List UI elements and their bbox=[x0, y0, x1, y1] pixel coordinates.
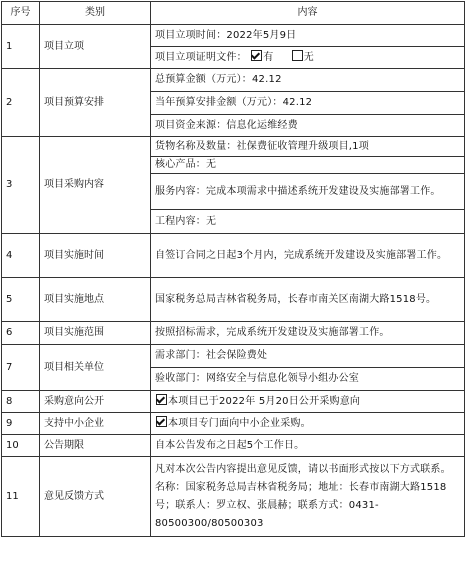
goods-name-quantity: 货物名称及数量：社保费征收管理升级项目,1项 bbox=[151, 137, 465, 157]
row-category: 意见反馈方式 bbox=[40, 457, 151, 537]
option-no-label: 无 bbox=[303, 52, 314, 63]
feedback-method: 凡对本次公告内容提出意见反馈，请以书面形式按以下方式联系。名称：国家税务总局吉林省税务局；地址：长春市南湖大路1518号；联系人：罗立权、张晨赫；联系方式：0431-80500300/80500303 bbox=[151, 457, 465, 537]
table-row bbox=[2, 137, 465, 157]
row-category: 项目立项 bbox=[40, 25, 151, 69]
row-seq: 8 bbox=[2, 391, 40, 413]
row-category: 公告期限 bbox=[40, 435, 151, 457]
row-seq: 6 bbox=[2, 322, 40, 345]
checkbox-yes[interactable] bbox=[251, 50, 262, 61]
row-seq: 4 bbox=[2, 234, 40, 278]
checkbox-no[interactable] bbox=[292, 50, 303, 61]
header-seq: 序号 bbox=[2, 2, 40, 25]
implementation-location: 国家税务总局吉林省税务局，长春市南关区南湖大路1518号。 bbox=[151, 278, 465, 322]
implementation-scope: 按照招标需求，完成系统开发建设及实施部署工作。 bbox=[151, 322, 465, 345]
approval-document-label: 项目立项证明文件： bbox=[155, 52, 247, 63]
acceptance-department: 验收部门：网络安全与信息化领导小组办公室 bbox=[151, 368, 465, 391]
annual-budget: 当年预算安排金额（万元）：42.12 bbox=[151, 92, 465, 115]
approval-document-cell bbox=[151, 47, 465, 69]
row-seq: 3 bbox=[2, 137, 40, 234]
row-category: 项目实施范围 bbox=[40, 322, 151, 345]
row-category: 项目相关单位 bbox=[40, 345, 151, 391]
table-row bbox=[2, 278, 465, 322]
row-category: 支持中小企业 bbox=[40, 413, 151, 435]
demand-department: 需求部门：社会保险费处 bbox=[151, 345, 465, 368]
header-row bbox=[2, 2, 465, 25]
procurement-intent-cell bbox=[151, 391, 465, 413]
project-approval-date: 项目立项时间：2022年5月9日 bbox=[151, 25, 465, 47]
table-row bbox=[2, 234, 465, 278]
row-seq: 9 bbox=[2, 413, 40, 435]
sme-support-text: 本项目专门面向中小企业采购。 bbox=[168, 418, 311, 429]
row-category: 项目实施时间 bbox=[40, 234, 151, 278]
announcement-period: 自本公告发布之日起5个工作日。 bbox=[151, 435, 465, 457]
table-row bbox=[2, 345, 465, 368]
project-info-table bbox=[1, 1, 465, 537]
row-seq: 7 bbox=[2, 345, 40, 391]
table-row bbox=[2, 413, 465, 435]
row-category: 采购意向公开 bbox=[40, 391, 151, 413]
procurement-intent-text: 本项目已于2022年 5月20日公开采购意向 bbox=[168, 396, 361, 407]
option-yes-label: 有 bbox=[263, 52, 274, 63]
row-seq: 11 bbox=[2, 457, 40, 537]
engineering-content: 工程内容：无 bbox=[151, 210, 465, 234]
fund-source: 项目资金来源：信息化运维经费 bbox=[151, 115, 465, 137]
table-row bbox=[2, 435, 465, 457]
table-row bbox=[2, 322, 465, 345]
service-content: 服务内容：完成本项需求中描述系统开发建设及实施部署工作。 bbox=[151, 174, 465, 210]
implementation-time: 自签订合同之日起3个月内，完成系统开发建设及实施部署工作。 bbox=[151, 234, 465, 278]
header-category: 类别 bbox=[40, 2, 151, 25]
total-budget: 总预算金额（万元）：42.12 bbox=[151, 69, 465, 92]
header-content: 内容 bbox=[151, 2, 465, 25]
row-seq: 2 bbox=[2, 69, 40, 137]
core-product: 核心产品：无 bbox=[151, 157, 465, 174]
row-category: 项目实施地点 bbox=[40, 278, 151, 322]
table-row bbox=[2, 69, 465, 92]
sme-support-cell bbox=[151, 413, 465, 435]
row-seq: 1 bbox=[2, 25, 40, 69]
row-seq: 5 bbox=[2, 278, 40, 322]
checkbox-procurement-intent[interactable] bbox=[156, 394, 167, 405]
row-seq: 10 bbox=[2, 435, 40, 457]
checkbox-sme-support[interactable] bbox=[156, 416, 167, 427]
row-category: 项目预算安排 bbox=[40, 69, 151, 137]
table-row bbox=[2, 391, 465, 413]
table-row bbox=[2, 25, 465, 47]
table-row bbox=[2, 457, 465, 537]
row-category: 项目采购内容 bbox=[40, 137, 151, 234]
